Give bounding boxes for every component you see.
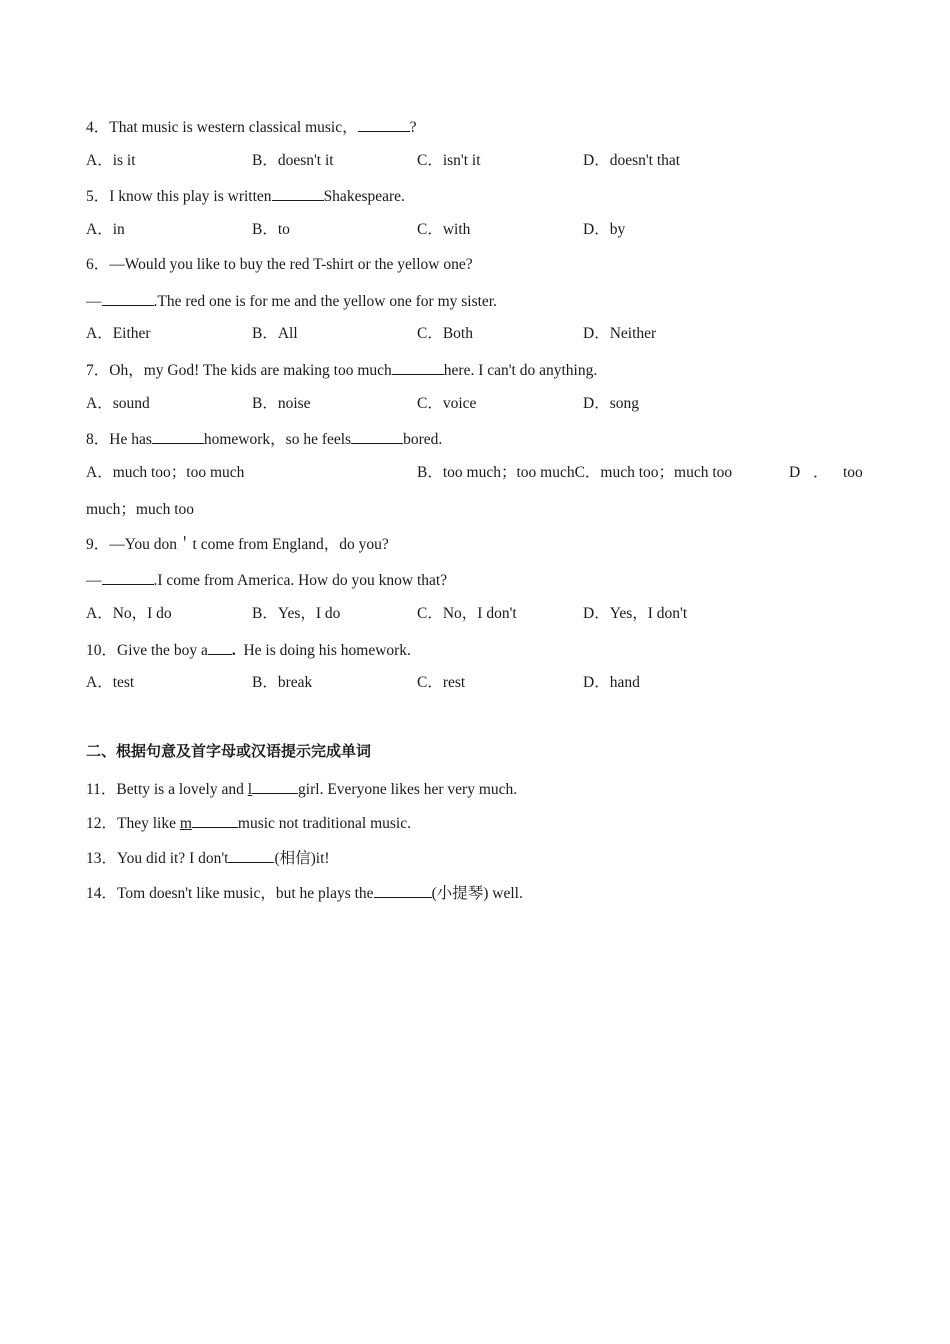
answer-blank bbox=[192, 812, 238, 828]
question-10-stem: 10．Give the boy a . He is doing his homework. bbox=[86, 639, 411, 661]
question-9-reply: — .I come from America. How do you know that? bbox=[86, 569, 447, 591]
option-b: B．to bbox=[252, 221, 290, 238]
option-d-continued: much；much too bbox=[86, 501, 195, 518]
hint-letter: l bbox=[247, 781, 253, 798]
answer-blank bbox=[351, 428, 403, 444]
option-b: B．All bbox=[252, 325, 298, 342]
option-d: D．by bbox=[583, 221, 626, 238]
option-c: C．much too；much too bbox=[574, 464, 733, 481]
option-c: C．rest bbox=[417, 674, 466, 691]
answer-blank bbox=[208, 639, 232, 655]
option-b: B．doesn't it bbox=[252, 152, 334, 169]
answer-blank bbox=[252, 778, 298, 794]
option-a: A．is it bbox=[86, 152, 136, 169]
question-4-stem: 4．That music is western classical music， ? bbox=[86, 116, 417, 138]
option-b: B．too much；too muchC．much too；much too bbox=[417, 464, 733, 481]
option-a: A．test bbox=[86, 674, 135, 691]
option-d: D．Yes，I don't bbox=[583, 605, 688, 622]
question-8-stem: 8．He has homework，so he feels bored. bbox=[86, 428, 442, 450]
option-a: A．No，I do bbox=[86, 605, 172, 622]
question-13-stem: 13．You did it? I don't (相信)it! bbox=[86, 847, 330, 869]
option-c: C．Both bbox=[417, 325, 473, 342]
option-c: C．with bbox=[417, 221, 471, 238]
option-c: C．voice bbox=[417, 395, 477, 412]
option-d: D．hand bbox=[583, 674, 640, 691]
option-d-letter: D bbox=[789, 464, 801, 481]
question-7-stem: 7．Oh，my God! The kids are making too much here. I can't do anything. bbox=[86, 359, 597, 381]
option-d-dot: ． bbox=[813, 464, 829, 481]
option-b: B．noise bbox=[252, 395, 311, 412]
option-a: A．sound bbox=[86, 395, 150, 412]
option-a: A．in bbox=[86, 221, 125, 238]
hint-letter: m bbox=[179, 815, 192, 832]
answer-blank bbox=[228, 847, 274, 863]
question-11-stem: 11．Betty is a lovely and l girl. Everyone likes her very much. bbox=[86, 778, 517, 800]
answer-blank bbox=[102, 290, 154, 306]
option-a: A．much too；too much bbox=[86, 464, 245, 481]
answer-blank bbox=[358, 116, 410, 132]
question-6-reply: — .The red one is for me and the yellow one for my sister. bbox=[86, 290, 497, 312]
option-b: B．Yes，I do bbox=[252, 605, 341, 622]
question-6-stem: 6．—Would you like to buy the red T-shirt or the yellow one? bbox=[86, 256, 473, 273]
option-d: too bbox=[843, 464, 863, 481]
section-2-heading: 二、根据句意及首字母或汉语提示完成单词 bbox=[86, 742, 372, 760]
answer-blank bbox=[392, 359, 444, 375]
answer-blank bbox=[272, 185, 324, 201]
question-14-stem: 14．Tom doesn't like music，but he plays the (小提琴) well. bbox=[86, 882, 523, 904]
question-5-stem: 5．I know this play is written Shakespeare. bbox=[86, 185, 405, 207]
option-b: B．break bbox=[252, 674, 313, 691]
question-9-stem: 9．—You don＇t come from England，do you? bbox=[86, 536, 389, 553]
option-c: C．isn't it bbox=[417, 152, 481, 169]
option-c: C．No，I don't bbox=[417, 605, 517, 622]
option-d: D．Neither bbox=[583, 325, 657, 342]
answer-blank bbox=[102, 569, 154, 585]
option-d: D．doesn't that bbox=[583, 152, 681, 169]
answer-blank bbox=[374, 882, 432, 898]
question-12-stem: 12．They like m music not traditional music. bbox=[86, 812, 411, 834]
option-d: D．song bbox=[583, 395, 639, 412]
option-a: A．Either bbox=[86, 325, 151, 342]
answer-blank bbox=[152, 428, 204, 444]
